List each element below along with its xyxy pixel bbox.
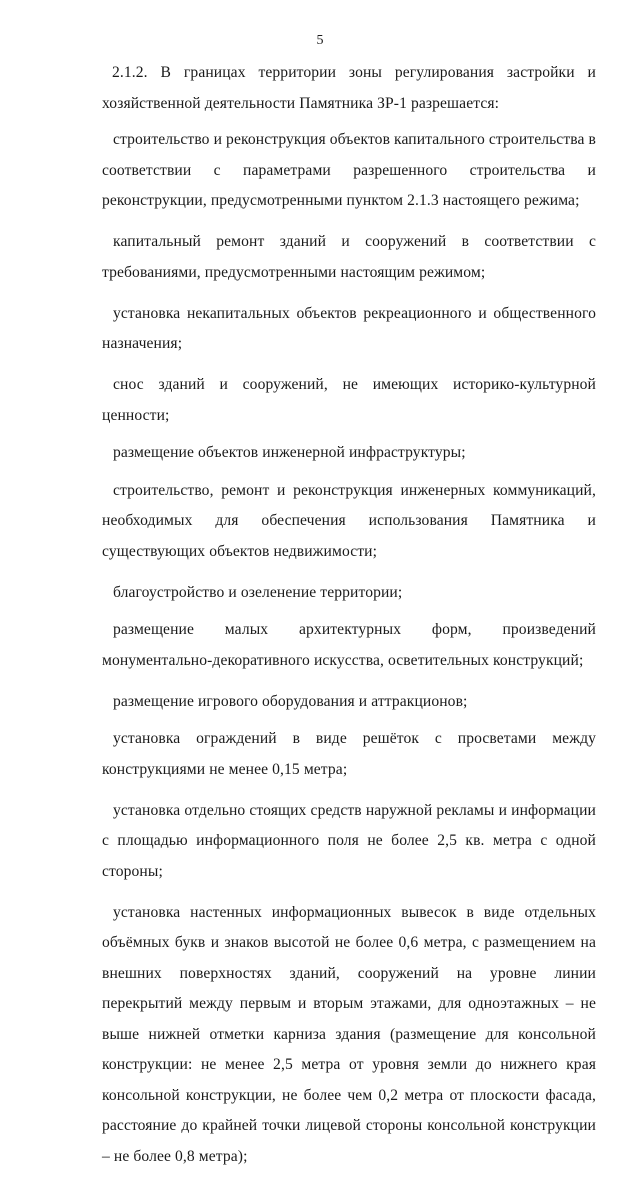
- paragraph-capital-repair: капитальный ремонт зданий и сооружений в соответствии с требованиями, предусмотренными настоящим режимом;: [102, 233, 596, 281]
- paragraph-fences: установка ограждений в виде решёток с просветами между конструкциями не менее 0,15 метра;: [102, 730, 596, 778]
- paragraph-infrastructure: размещение объектов инженерной инфраструктуры;: [113, 444, 466, 461]
- document-body: [102, 58, 596, 1183]
- paragraph-outdoor-advertising: установка отдельно стоящих средств наружной рекламы и информации с площадью информационного поля не более 2,5 кв. метра с одной стороны;: [102, 801, 596, 880]
- paragraph-wall-signs: установка настенных информационных вывесок в виде отдельных объёмных букв и знаков высотой не более 0,6 метра, с размещением на внешних поверхностях зданий, сооружений на уровне линии перекрытий между первым и вторым этажами, для одноэтажных – не выше нижней отметки карниза здания (размещение для консольной конструкции: не менее 2,5 метра от уровня земли до нижнего края консольной конструкции, не более чем 0,2 метра от плоскости фасада, расстояние до крайней точки лицевой стороны консольной конструкции – не более 0,8 метра);: [102, 903, 596, 1165]
- paragraph-small-architectural-forms: размещение малых архитектурных форм, произведений монументально-декоративного искусства, осветительных конструкций;: [102, 621, 596, 669]
- paragraph-play-equipment: размещение игрового оборудования и аттракционов;: [113, 692, 468, 710]
- paragraph-demolition: снос зданий и сооружений, не имеющих историко-культурной ценности;: [102, 376, 596, 424]
- paragraph-non-capital-objects: установка некапитальных объектов рекреационного и общественного назначения;: [102, 304, 596, 352]
- paragraph-utilities: строительство, ремонт и реконструкция инженерных коммуникаций, необходимых для обеспечения использования Памятника и существующих объектов недвижимости;: [102, 481, 596, 560]
- paragraph-landscaping: благоустройство и озеленение территории;: [113, 583, 403, 601]
- paragraph-clause-2-1-2: 2.1.2. В границах территории зоны регулирования застройки и хозяйственной деятельности Памятника ЗР-1 разрешается:: [102, 64, 596, 112]
- page-number: 5: [316, 33, 324, 48]
- paragraph-construction: строительство и реконструкция объектов капитального строительства в соответствии с параметрами разрешенного строительства и реконструкции, предусмотренными пунктом 2.1.3 настоящего режима;: [102, 131, 596, 209]
